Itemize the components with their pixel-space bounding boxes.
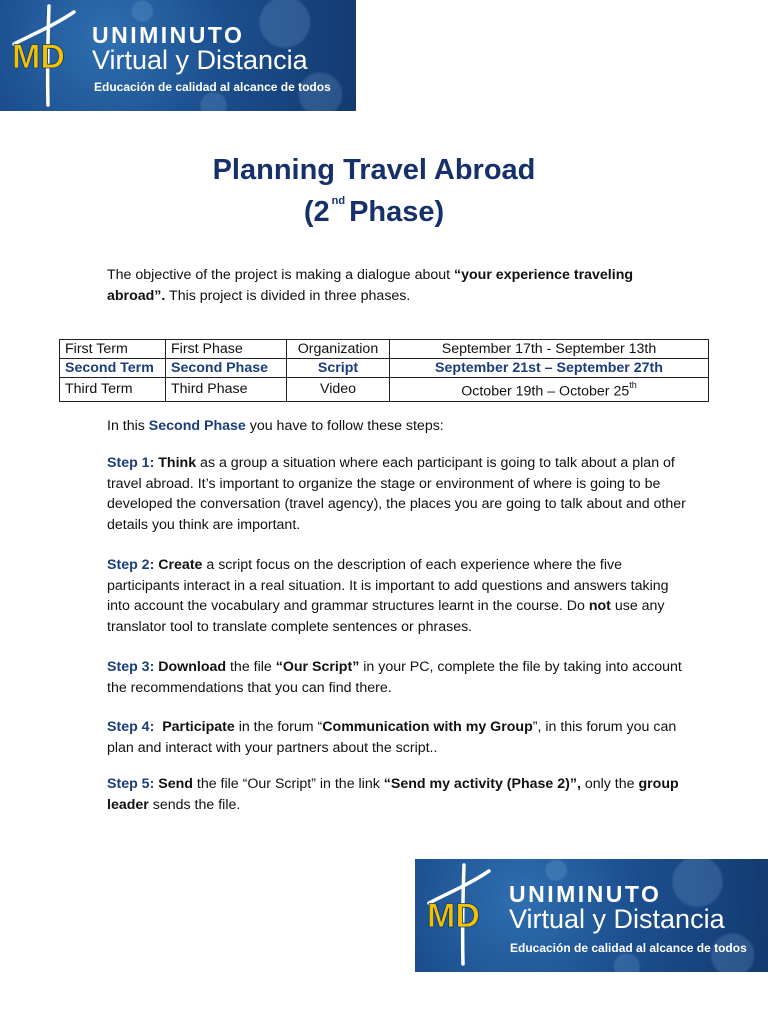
uniminuto-logo-icon bbox=[423, 863, 499, 966]
logo-letters: MD bbox=[427, 897, 480, 935]
logo-letters: MD bbox=[12, 38, 65, 76]
page-subtitle: (2 $^{nd}$ Phase) bbox=[303, 195, 445, 228]
page-title: Planning Travel Abroad bbox=[212, 154, 536, 186]
banner-brand: UNIMINUTO bbox=[92, 22, 245, 48]
banner-subtitle: Virtual y Distancia bbox=[92, 45, 308, 75]
footer-banner bbox=[415, 859, 768, 972]
step-1: Step 1: Think as a group a situation where each participant is going to talk about a plan of travel abroad. It’s important to organize the stage or environment of where is going to be developed the conversation (travel agency), the places you are going to talk about and other details you think are important. bbox=[107, 455, 686, 533]
table-row: First Term First Phase Organization September 17th - September 13th bbox=[60, 340, 709, 359]
banner-slogan: Educación de calidad al alcance de todos bbox=[510, 941, 747, 955]
table-row: Second Term Second Phase Script September 21st – September 27th bbox=[60, 359, 709, 378]
header-banner bbox=[0, 0, 356, 111]
step-3: Step 3: Download the file “Our Script” in your PC, complete the file by taking into account the recommendations that you can find there. bbox=[107, 659, 682, 696]
phases-table bbox=[59, 339, 709, 402]
banner-slogan: Educación de calidad al alcance de todos bbox=[94, 80, 331, 94]
step-4: Step 4: Participate in the forum “Communication with my Group”, in this forum you can plan and interact with your partners about the script.. bbox=[107, 719, 677, 756]
step-5: Step 5: Send the file “Our Script” in the link “Send my activity (Phase 2)”, only the group leader sends the file. bbox=[107, 776, 679, 813]
banner-subtitle: Virtual y Distancia bbox=[509, 904, 725, 934]
steps-lead: In this Second Phase you have to follow these steps: bbox=[107, 418, 444, 434]
intro-paragraph: The objective of the project is making a dialogue about “your experience traveling abroad”. This project is divided in three phases. bbox=[107, 267, 634, 304]
table-row: Third Term Third Phase Video October 19th – October 25th bbox=[60, 378, 709, 402]
banner-brand: UNIMINUTO bbox=[509, 881, 662, 907]
step-2: Step 2: Create a script focus on the description of each experience where the five participants interact in a real situation. It is important to add questions and answers taking into account the vocabulary and grammar structures learnt in the course. Do not use any translator tool to translate complete sentences or phrases. bbox=[107, 557, 669, 635]
uniminuto-logo-icon bbox=[8, 4, 84, 107]
